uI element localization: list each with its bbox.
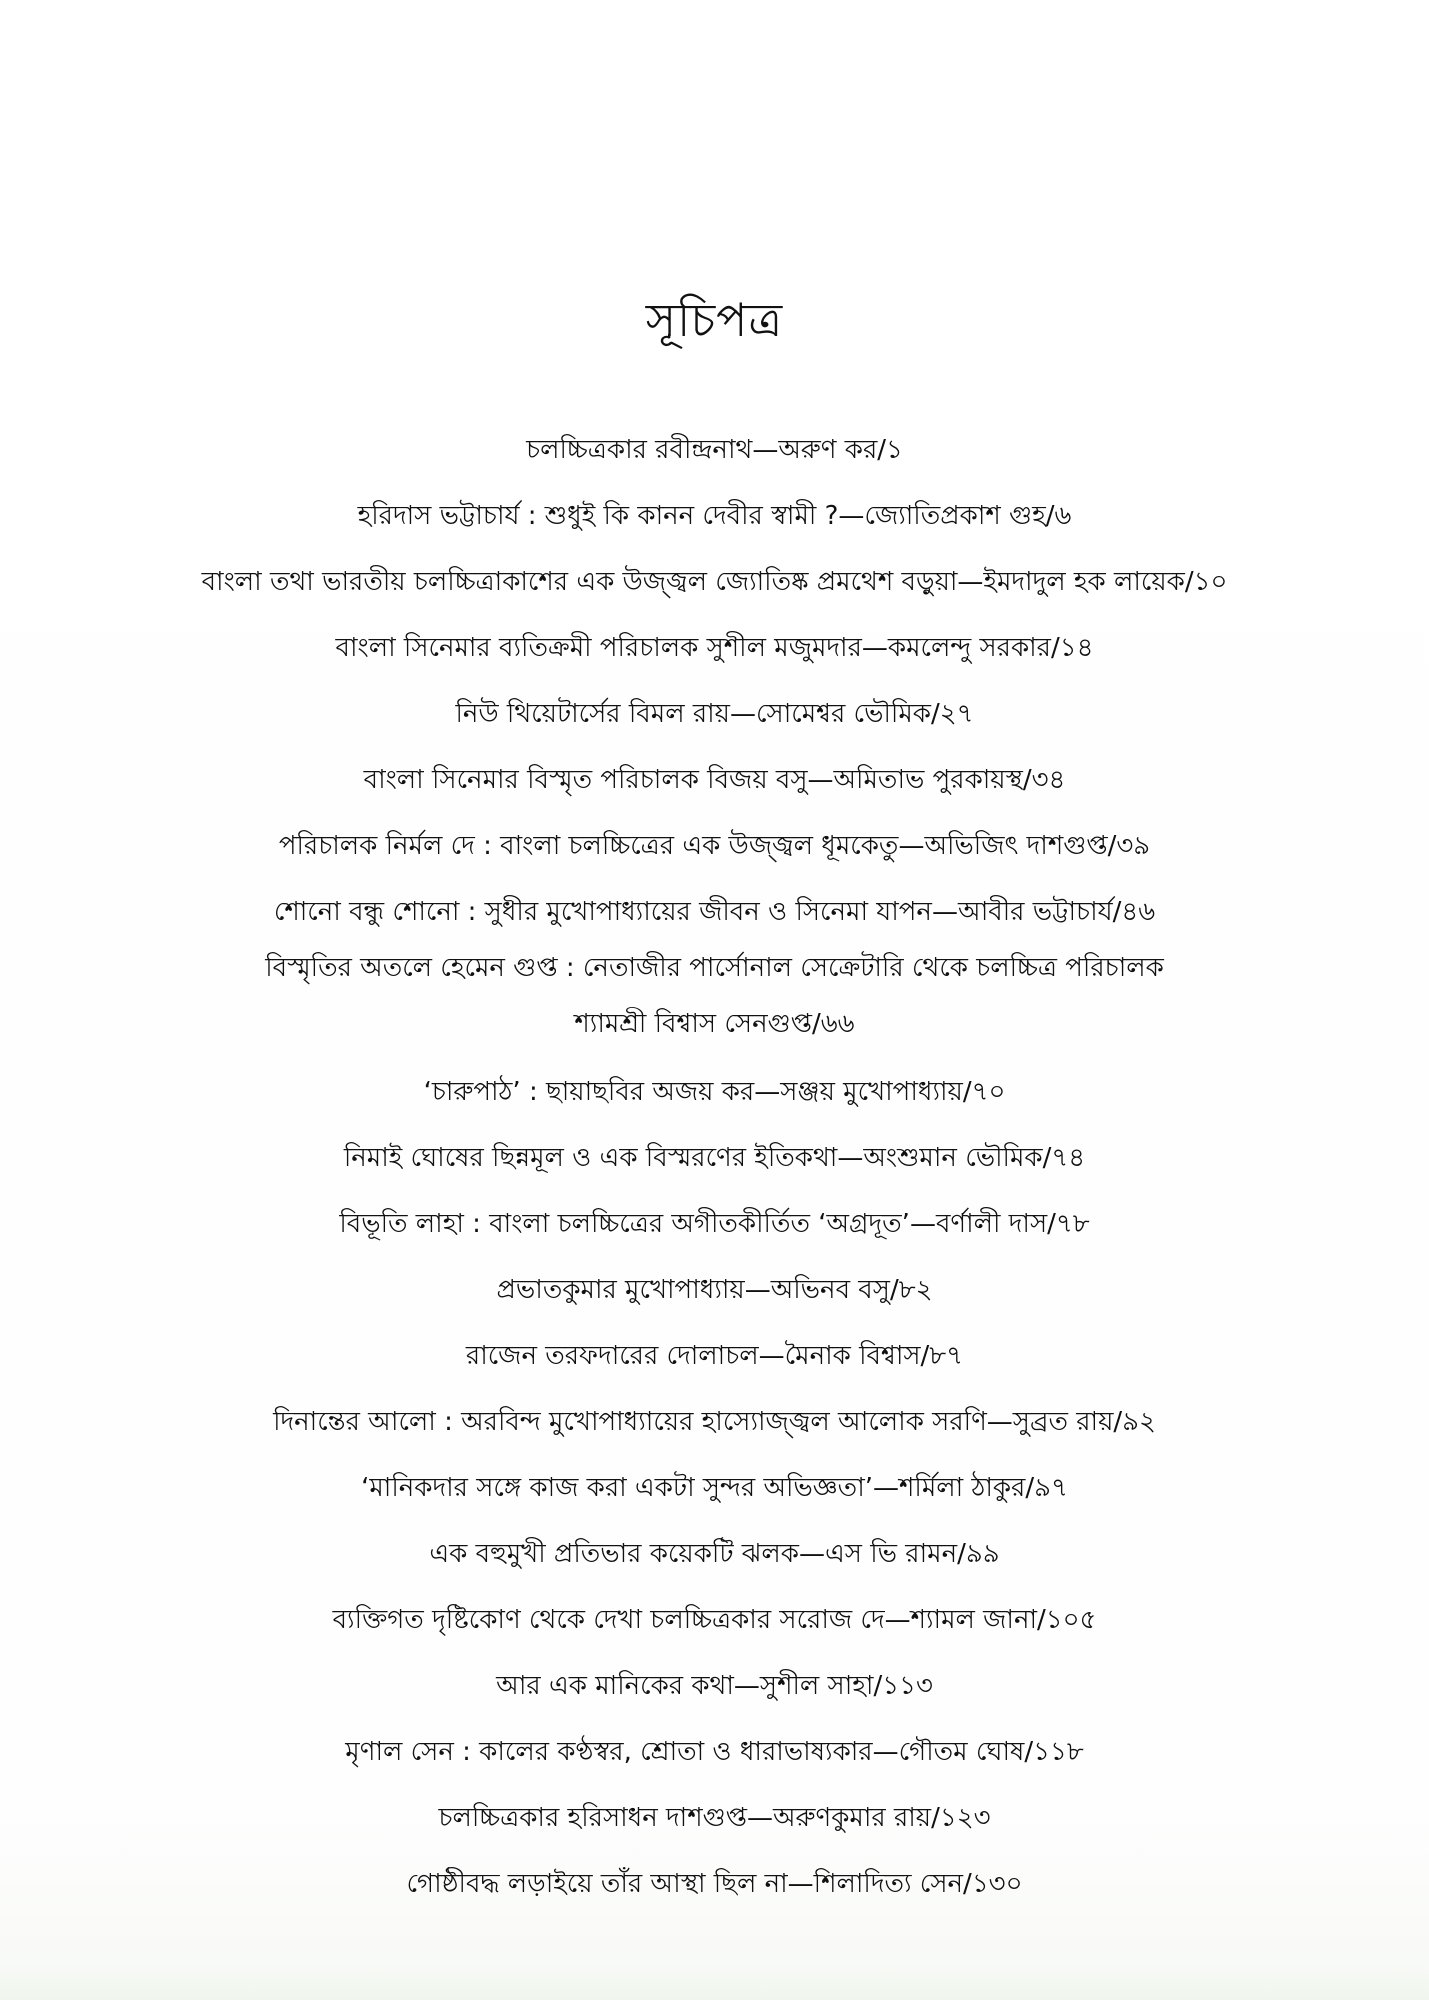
toc-entry: হরিদাস ভট্টাচার্য : শুধুই কি কানন দেবীর স্বামী ?—জ্যোতিপ্রকাশ গুহ/৬ (357, 501, 1072, 531)
toc-entry: ব্যক্তিগত দৃষ্টিকোণ থেকে দেখা চলচ্চিত্রকার সরোজ দে—শ্যামল জানা/১০৫ (332, 1605, 1097, 1635)
toc-entry: পরিচালক নির্মল দে : বাংলা চলচ্চিত্রের এক উজ্জ্বল ধূমকেতু—অভিজিৎ দাশগুপ্ত/৩৯ (278, 831, 1151, 861)
toc-entry: এক বহুমুখী প্রতিভার কয়েকটি ঝলক—এস ভি রামন/৯৯ (429, 1539, 1000, 1569)
toc-entry: বাংলা সিনেমার বিস্মৃত পরিচালক বিজয় বসু—অমিতাভ পুরকায়স্থ/৩৪ (363, 765, 1066, 795)
toc-entry: শোনো বন্ধু শোনো : সুধীর মুখোপাধ্যায়ের জীবন ও সিনেমা যাপন—আবীর ভট্টাচার্য/৪৬ (273, 897, 1156, 927)
toc-entry: নিমাই ঘোষের ছিন্নমূল ও এক বিস্মরণের ইতিকথা—অংশুমান ভৌমিক/৭৪ (343, 1143, 1086, 1173)
toc-entry-line-2: শ্যামশ্রী বিশ্বাস সেনগুপ্ত/৬৬ (574, 1009, 855, 1039)
toc-entry: দিনান্তের আলো : অরবিন্দ মুখোপাধ্যায়ের হাস্যোজ্জ্বল আলোক সরণি—সুব্রত রায়/৯২ (273, 1407, 1156, 1437)
toc-entry: রাজেন তরফদারের দোলাচল—মৈনাক বিশ্বাস/৮৭ (465, 1341, 964, 1371)
toc-entry: বাংলা সিনেমার ব্যতিক্রমী পরিচালক সুশীল মজুমদার—কমলেন্দু সরকার/১৪ (335, 633, 1094, 663)
toc-entry: ‘মানিকদার সঙ্গে কাজ করা একটা সুন্দর অভিজ্ঞতা’—শর্মিলা ঠাকুর/৯৭ (361, 1473, 1068, 1503)
page-title: সূচিপত্র (645, 293, 784, 347)
table-of-contents (70, 428, 1359, 1928)
toc-entry: ‘চারুপাঠ’ : ছায়াছবির অজয় কর—সঞ্জয় মুখোপাধ্যায়/৭০ (423, 1077, 1006, 1107)
toc-entry: আর এক মানিকের কথা—সুশীল সাহা/১১৩ (496, 1671, 933, 1701)
toc-entry: চলচ্চিত্রকার হরিসাধন দাশগুপ্ত—অরুণকুমার রায়/১২৩ (438, 1803, 991, 1833)
toc-entry: প্রভাতকুমার মুখোপাধ্যায়—অভিনব বসু/৮২ (496, 1275, 933, 1305)
toc-entry: গোষ্ঠীবদ্ধ লড়াইয়ে তাঁর আস্থা ছিল না—শিলাদিত্য সেন/১৩০ (406, 1869, 1023, 1899)
toc-entry: বাংলা তথা ভারতীয় চলচ্চিত্রাকাশের এক উজ্জ্বল জ্যোতিষ্ক প্রমথেশ বড়ুয়া—ইমদাদুল হক লায়েক/১০ (201, 567, 1228, 597)
toc-entry: নিউ থিয়েটার্সের বিমল রায়—সোমেশ্বর ভৌমিক/২৭ (455, 699, 974, 729)
toc-entry: মৃণাল সেন : কালের কণ্ঠস্বর, শ্রোতা ও ধারাভাষ্যকার—গৌতম ঘোষ/১১৮ (345, 1737, 1084, 1767)
toc-entry-multiline (70, 946, 1359, 1070)
toc-entry-line-1: বিস্মৃতির অতলে হেমেন গুপ্ত : নেতাজীর পার্সোনাল সেক্রেটারি থেকে চলচ্চিত্র পরিচালক (265, 953, 1164, 983)
toc-entry: চলচ্চিত্রকার রবীন্দ্রনাথ—অরুণ কর/১ (526, 435, 903, 465)
toc-entry: বিভূতি লাহা : বাংলা চলচ্চিত্রের অগীতকীর্তিত ‘অগ্রদূত’—বর্ণালী দাস/৭৮ (339, 1209, 1090, 1239)
page-edge-shadow (0, 1960, 1429, 2000)
